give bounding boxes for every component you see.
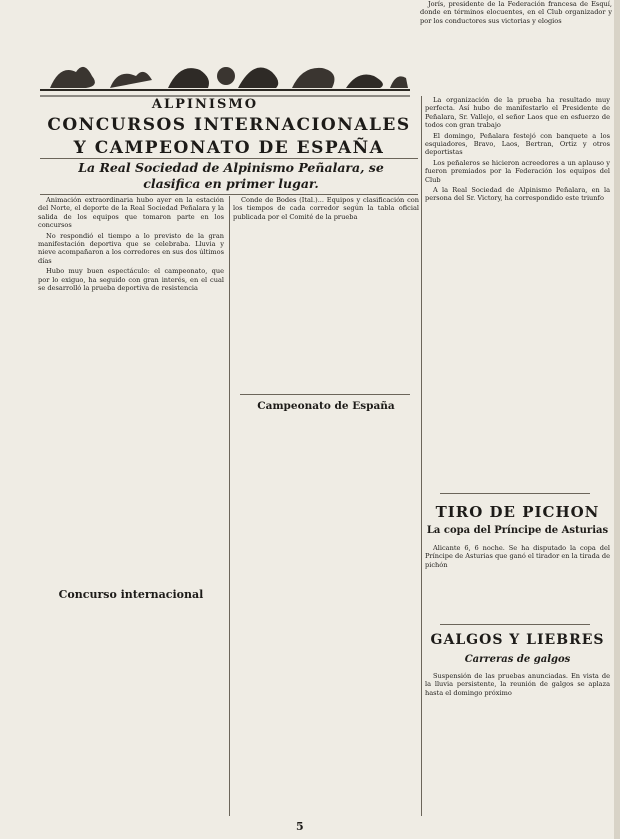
concurso-title: Concurso internacional: [58, 588, 204, 601]
rule: [440, 624, 590, 625]
decorative-banner-illustration: [40, 46, 410, 102]
paragraph: Los peñaleros se hicieron acreedores a un aplauso y fueron premiados por la Federación los equipos del Club: [425, 158, 610, 184]
column-1: [38, 196, 224, 582]
paragraph: Hubo muy buen espectáculo: el campeonato, que por lo exiguo, ha seguido con gran interés, en el cual se desarrolló la prueba deportiva de resistencia: [38, 267, 224, 293]
paragraph: Alicante 6, 6 noche. Se ha disputado la copa del Príncipe de Asturias que ganó el tirador en la tirada de pichón: [425, 544, 610, 569]
headline: CONCURSOS INTERNACIONALES Y CAMPEONATO DE ESPAÑA: [47, 115, 411, 158]
headline-rule: [40, 158, 418, 159]
paragraph: Suspensión de las pruebas anunciadas. En vista de la lluvia persistente, la reunión de galgos se aplaza hasta el domingo próximo: [425, 672, 610, 697]
rule: [240, 394, 410, 395]
paragraph: No respondió el tiempo a lo previsto de la gran manifestación deportiva que se celebraba. Lluvia y nieve acompañaron a los corredores en sus dos últimos días: [38, 231, 224, 265]
campeonato-title: Campeonato de España: [257, 400, 395, 412]
galgos-body: [425, 672, 610, 812]
deck-rule: [40, 194, 418, 195]
galgos-subtitle: Carreras de galgos: [464, 654, 571, 665]
page-edge: [614, 0, 620, 839]
column-rule-2: [421, 96, 422, 816]
column-rule-1: [229, 196, 230, 816]
column-continuation-top: [420, 0, 612, 58]
body-text-top: Jorís, presidente de la Federación francesa de Esquí, donde en términos elocuentes, en el Club organizador y por los conductores sus victorias y elogios: [420, 0, 612, 25]
paragraph: El domingo, Peñalara festejó con banquete a los esquiadores, Bravo, Laos, Bertran, Ortiz y otros deportistas: [425, 131, 610, 157]
section-kicker: ALPINISMO: [151, 97, 259, 112]
column-2: [233, 196, 419, 386]
page-number: 5: [296, 820, 304, 833]
deck: La Real Sociedad de Alpinismo Peñalara, se clasifica en primer lugar.: [78, 160, 384, 191]
paragraph: La organización de la prueba ha resultado muy perfecta. Así hubo de manifestarlo el Presidente de Peñalara, Sr. Vallejo, el señor Laos que en esfuerzo de todos con gran trabajo: [425, 96, 610, 130]
tiro-body: [425, 544, 610, 620]
paragraph: Conde de Bodes (Ital.)... Equipos y clasificación con los tiempos de cada corredor según la tabla oficial publicada por el Comité de la prueba: [233, 196, 419, 221]
column-3: [425, 96, 610, 436]
galgos-title: GALGOS Y LIEBRES: [430, 632, 605, 648]
tiro-subtitle: La copa del Príncipe de Asturias: [426, 525, 609, 536]
rule: [440, 493, 590, 494]
paragraph: A la Real Sociedad de Alpinismo Peñalara, en la persona del Sr. Victory, ha correspondido este triunfo: [425, 186, 610, 203]
tiro-title: TIRO DE PICHON: [435, 503, 600, 521]
paragraph: Animación extraordinaria hubo ayer en la estación del Norte, el deporte de la Real Sociedad Peñalara y la salida de los equipos que tomaron parte en los concursos: [38, 196, 224, 230]
